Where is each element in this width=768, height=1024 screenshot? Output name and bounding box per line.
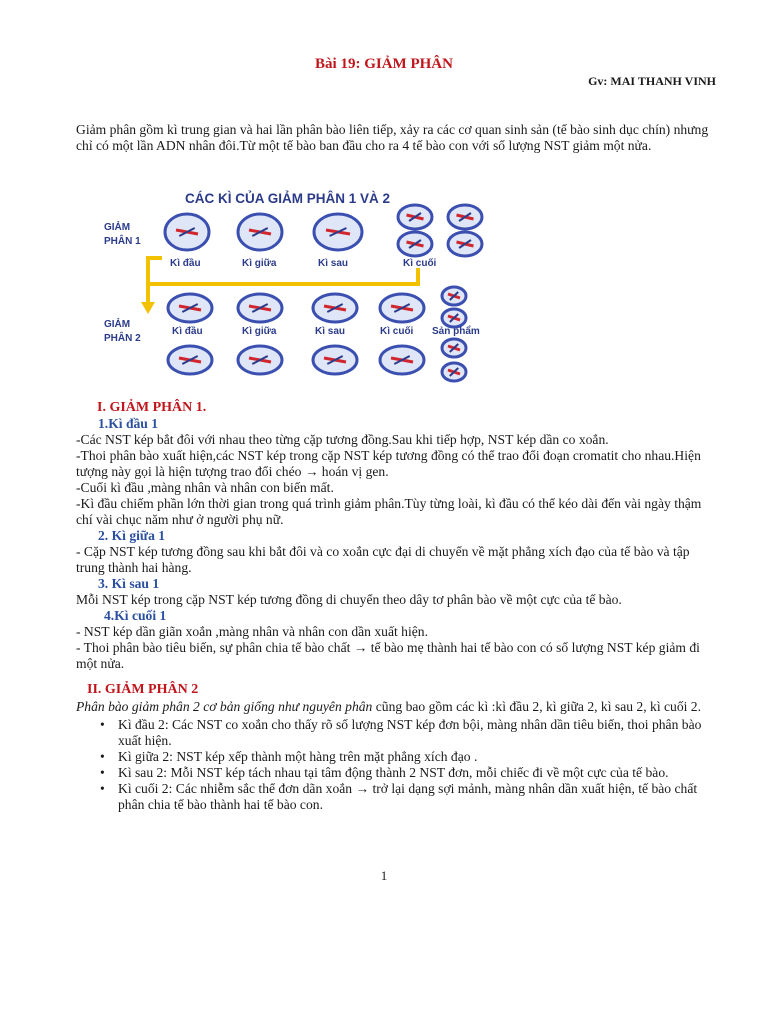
paragraph-line: - Thoi phân bào tiêu biến, sự phân chia tế bào chất → tế bào mẹ thành hai tế bào con có số lượng NST kép giảm đi một nửa. <box>76 640 700 671</box>
row2-stage-5: Sản phẩm <box>432 326 480 337</box>
row2-label-line2: PHÂN 2 <box>104 333 141 344</box>
paragraph-line: -Cuối kì đầu ,màng nhân và nhân con biến mất. <box>76 480 334 495</box>
section2-bullet-list <box>96 717 718 813</box>
paragraph-line: -Thoi phân bào xuất hiện,các NST kép trong cặp NST kép tương đồng có thể trao đổi đoạn cromatit cho nhau.Hiện tượng này gọi là hiện tượng trao đổi chéo → hoán vị gen. <box>76 448 701 479</box>
section2-heading: II. GIẢM PHÂN 2 <box>87 682 199 697</box>
cell-product-2 <box>442 309 466 327</box>
cell-r1-kigiua <box>238 214 282 250</box>
cell-r1-kicuoi-top <box>398 205 432 229</box>
row1-stage-3: Kì sau <box>318 258 349 269</box>
kicuoi1-content <box>76 624 718 672</box>
cell-r2a-kicuoi <box>380 294 424 322</box>
bullet-item: • Kì cuối 2: Các nhiễm sắc thể đơn dãn xoắn → trở lại dạng sợi mảnh, màng nhân dần xuất hiện, tế bào chất phân chia tế bào thành hai tế bào con. <box>96 781 718 813</box>
section2-intro-italic: Phân bào giảm phân 2 cơ bản giống như nguyên phân <box>76 699 373 714</box>
cell-product-3 <box>442 339 466 357</box>
cell-r2a-kisau <box>313 294 357 322</box>
bullet-item: • Kì đầu 2: Các NST co xoắn cho thấy rõ số lượng NST kép đơn bội, màng nhân dần tiêu biến, thoi phân bào xuất hiện. <box>96 717 718 749</box>
paragraph-line: Mỗi NST kép trong cặp NST kép tương đồng di chuyển theo dây tơ phân bào về một cực của tế bào. <box>76 592 622 607</box>
cell-product-1 <box>442 287 466 305</box>
row1-label-line1: GIẢM <box>104 222 131 233</box>
cell-r1-kisau <box>314 214 362 250</box>
row1-stage-2: Kì giữa <box>242 258 277 269</box>
cell-r1-product-bottom <box>448 232 482 256</box>
kigiua1-content <box>76 544 718 576</box>
kigiua1-title: 2. Kì giữa 1 <box>98 528 166 543</box>
section2-intro <box>76 699 718 715</box>
section2-body <box>76 699 718 813</box>
paragraph-line: - Cặp NST kép tương đồng sau khi bắt đôi và co xoắn cực đại di chuyển về mặt phẳng xích đạo của tế bào và tập trung thành hai hàng. <box>76 544 690 575</box>
paragraph-line: - NST kép dần giãn xoắn ,màng nhân và nhân con dần xuất hiện. <box>76 624 428 639</box>
kisau1-title: 3. Kì sau 1 <box>98 576 160 591</box>
page-title: Bài 19: GIẢM PHÂN <box>315 56 453 72</box>
intro-paragraph: Giảm phân gồm kì trung gian và hai lần phân bào liên tiếp, xảy ra các cơ quan sinh sản (tế bào sinh dục chín) nhưng chỉ có một lần ADN nhân đôi.Từ một tế bào ban đầu cho ra 4 tế bào con với số lượng NST giảm một nửa. <box>76 122 709 153</box>
paragraph-line: -Các NST kép bắt đôi với nhau theo từng cặp tương đồng.Sau khi tiếp hợp, NST kép dần co xoắn. <box>76 432 609 447</box>
row2-stage-3: Kì sau <box>315 326 346 337</box>
cell-r1-product-top <box>448 205 482 229</box>
row2-stage-2: Kì giữa <box>242 326 277 337</box>
kicuoi1-title: 4.Kì cuối 1 <box>104 608 167 623</box>
connector-arrowhead <box>141 302 155 314</box>
bullet-item: • Kì giữa 2: NST kép xếp thành một hàng trên mặt phẳng xích đạo . <box>96 749 718 765</box>
kidau1-content <box>76 432 718 528</box>
cell-r2b-kigiua <box>238 346 282 374</box>
cell-r1-kicuoi-bottom <box>398 232 432 256</box>
bullet-item: • Kì sau 2: Mỗi NST kép tách nhau tại tâm động thành 2 NST đơn, mỗi chiếc đi về một cực của tế bào. <box>96 765 718 781</box>
cell-product-4 <box>442 363 466 381</box>
cell-r2b-kidau <box>168 346 212 374</box>
paragraph-line: -Kì đầu chiếm phần lớn thời gian trong quá trình giảm phân.Tùy từng loài, kì đầu có thể kéo dài đến vài ngày thậm chí vài chục năm như ở người phụ nữ. <box>76 496 702 527</box>
page-number: 1 <box>380 868 388 883</box>
row1-label-line2: PHÂN 1 <box>104 236 141 247</box>
cell-r1-kidau <box>165 214 209 250</box>
teacher-name: Gv: MAI THANH VINH <box>588 74 716 88</box>
row2-stage-4: Kì cuối <box>380 326 414 337</box>
row1-stage-1: Kì đầu <box>170 258 201 269</box>
row2-stage-1: Kì đầu <box>172 326 203 337</box>
cell-r2a-kigiua <box>238 294 282 322</box>
kidau1-title: 1.Kì đầu 1 <box>98 416 159 431</box>
cell-r2b-kicuoi <box>380 346 424 374</box>
kisau1-content <box>76 592 718 608</box>
row2-label-line1: GIẢM <box>104 319 131 330</box>
cell-r2a-kidau <box>168 294 212 322</box>
diagram-heading: CÁC KÌ CỦA GIẢM PHÂN 1 VÀ 2 <box>185 191 391 206</box>
cell-drawings <box>165 205 482 381</box>
row1-stage-4: Kì cuối <box>403 258 437 269</box>
section1-heading: I. GIẢM PHÂN 1. <box>97 400 207 415</box>
section2-intro-rest: cũng bao gồm các kì :kì đầu 2, kì giữa 2, kì sau 2, kì cuối 2. <box>372 699 701 714</box>
cell-r2b-kisau <box>313 346 357 374</box>
section1-body <box>76 416 718 672</box>
meiosis-diagram <box>100 182 510 394</box>
